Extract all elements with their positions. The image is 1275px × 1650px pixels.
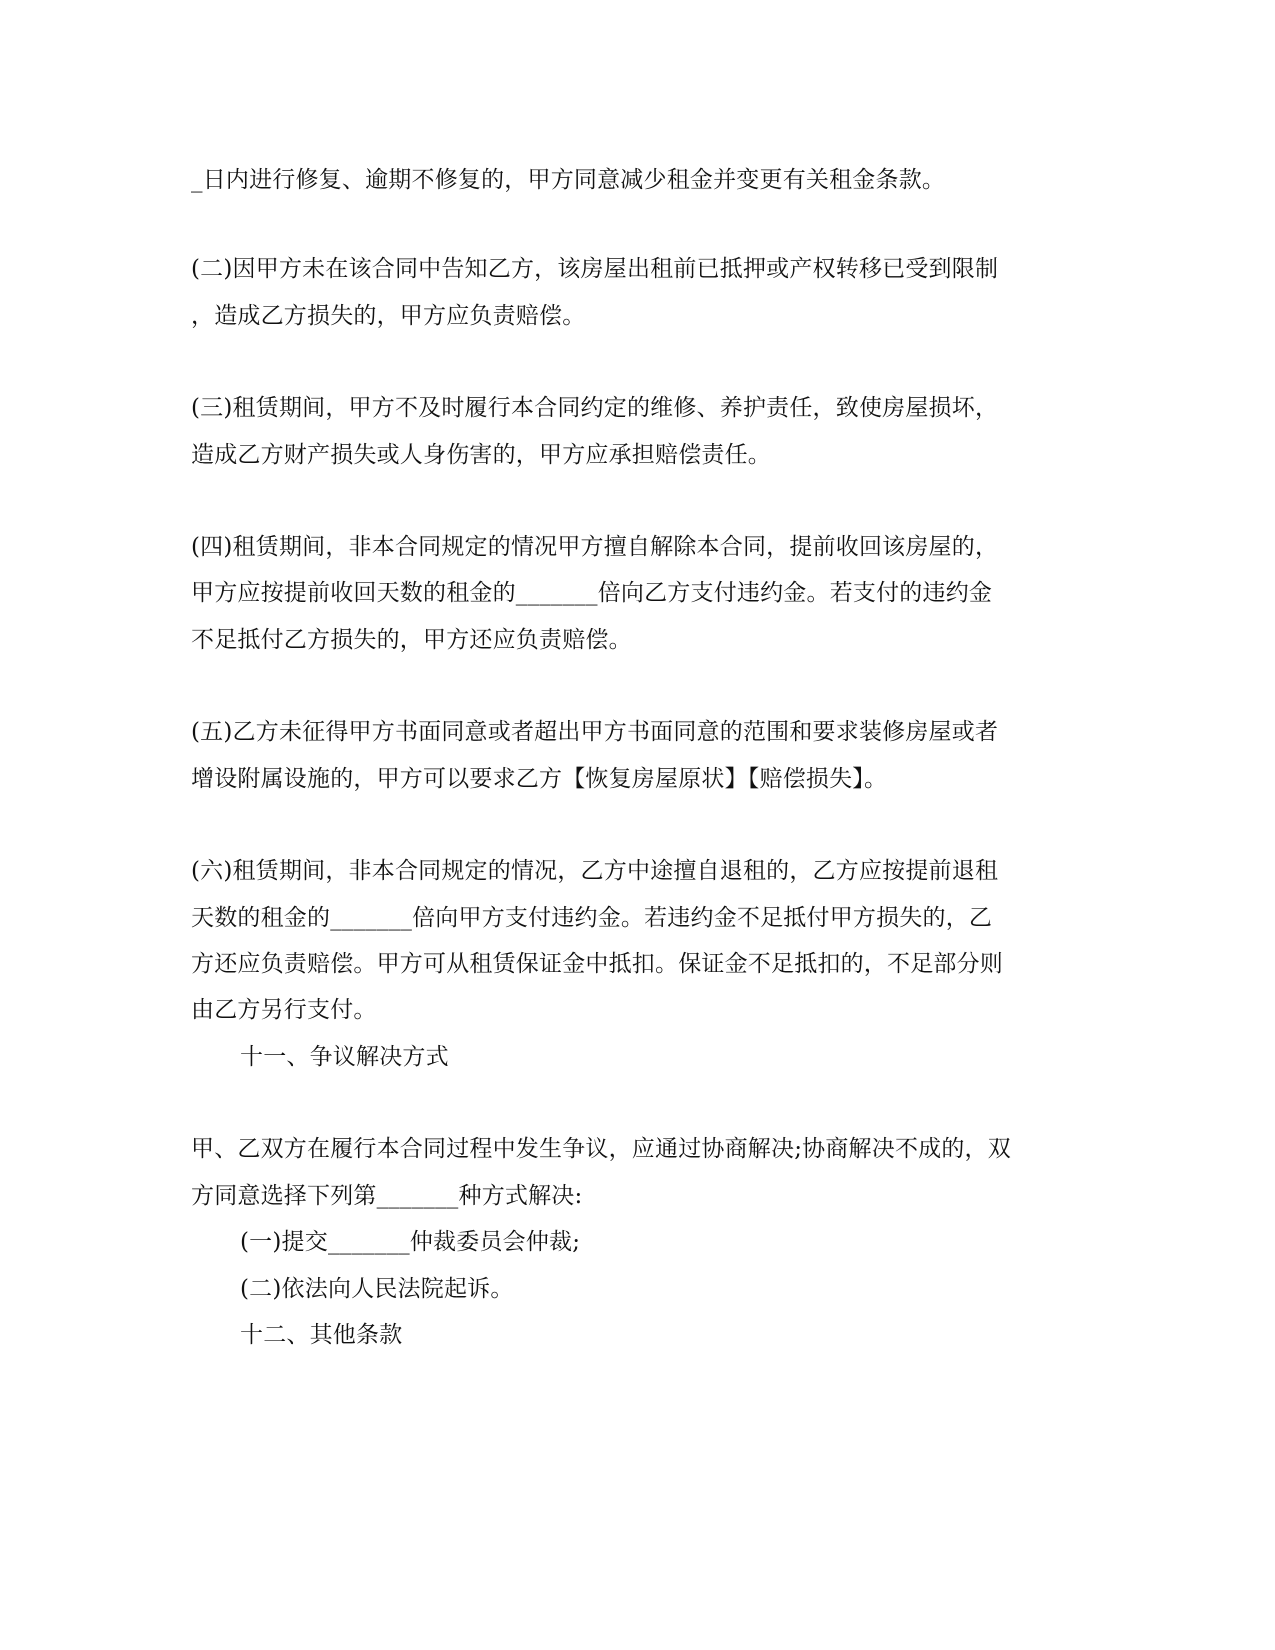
- text-line: 甲方应按提前收回天数的租金的_______倍向乙方支付违约金。若支付的违约金: [191, 580, 993, 606]
- text-line: 增设附属设施的，甲方可以要求乙方【恢复房屋原状】【赔偿损失】。: [191, 766, 888, 792]
- text-line: (六)租赁期间，非本合同规定的情况，乙方中途擅自退租的，乙方应按提前退租: [191, 858, 999, 884]
- text-line: ，造成乙方损失的，甲方应负责赔偿。: [191, 303, 586, 329]
- text-line: (五)乙方未征得甲方书面同意或者超出甲方书面同意的范围和要求装修房屋或者: [191, 719, 999, 745]
- section-heading: 十一、争议解决方式: [240, 1044, 449, 1070]
- section-heading: 十二、其他条款: [240, 1322, 403, 1348]
- text-line: 不足抵付乙方损失的，甲方还应负责赔偿。: [191, 627, 632, 653]
- list-item: (二)依法向人民法院起诉。: [240, 1276, 514, 1302]
- text-line: 造成乙方财产损失或人身伤害的，甲方应承担赔偿责任。: [191, 442, 771, 468]
- text-line: 方还应负责赔偿。甲方可从租赁保证金中抵扣。保证金不足抵扣的，不足部分则: [191, 951, 1003, 977]
- text-line: (三)租赁期间，甲方不及时履行本合同约定的维修、养护责任，致使房屋损坏，: [191, 395, 999, 421]
- text-line: 天数的租金的_______倍向甲方支付违约金。若违约金不足抵付甲方损失的，乙: [191, 905, 993, 931]
- text-line: (四)租赁期间，非本合同规定的情况甲方擅自解除本合同，提前收回该房屋的，: [191, 534, 999, 560]
- text-line: _日内进行修复、逾期不修复的，甲方同意减少租金并变更有关租金条款。: [191, 167, 946, 193]
- list-item: (一)提交_______仲裁委员会仲裁;: [240, 1229, 581, 1255]
- text-line: 由乙方另行支付。: [191, 997, 377, 1023]
- text-line: 甲、乙双方在履行本合同过程中发生争议，应通过协商解决;协商解决不成的，双: [191, 1136, 1011, 1162]
- text-line: 方同意选择下列第_______种方式解决:: [191, 1183, 583, 1209]
- text-line: (二)因甲方未在该合同中告知乙方，该房屋出租前已抵押或产权转移已受到限制: [191, 256, 999, 282]
